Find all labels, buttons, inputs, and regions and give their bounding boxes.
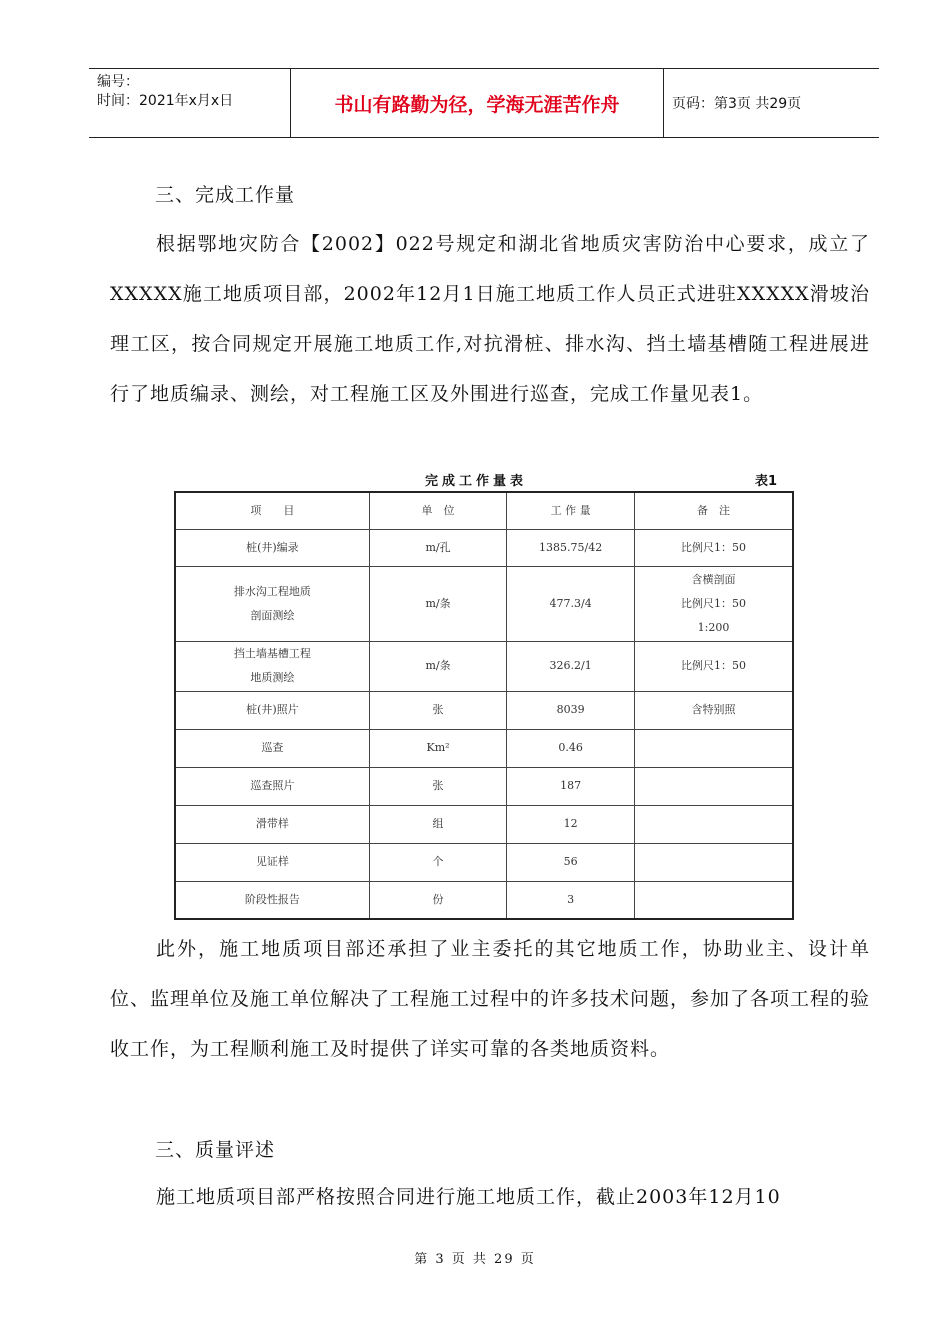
cell-quantity: 12 xyxy=(507,805,635,843)
header-meta xyxy=(97,73,233,111)
motto: 书山有路勤为径，学海无涯苦作舟 xyxy=(334,93,620,116)
cell-item xyxy=(175,843,369,881)
cell-unit: 份 xyxy=(369,881,507,919)
paragraph-other-work: 此外，施工地质项目部还承担了业主委托的其它地质工作，协助业主、设计单位、监理单位及施工单位解决了工程施工过程中的许多技术问题，参加了各项工程的验收工作，为工程顺利施工及时提供了详实可靠的各类地质资料。 xyxy=(110,938,871,1060)
cell-item-line: 见证样 xyxy=(255,855,289,868)
cell-unit: m/孔 xyxy=(369,529,507,566)
cell-item-line: 巡查 xyxy=(261,741,284,754)
table-caption: 完成工作量表 xyxy=(425,474,528,489)
cell-note-line: 比例尺1：50 xyxy=(681,596,746,610)
paragraph-workload: 根据鄂地灾防合【2002】022号规定和湖北省地质灾害防治中心要求，成立了XXXXX施工地质项目部，2002年12月1日施工地质工作人员正式进驻XXXXX滑坡治理工区，按合同规定开展施工地质工作,对抗滑桩、排水沟、挡土墙基槽随工程进展进行了地质编录、测绘，对工程施工区及外围进行巡查，完成工作量见表1。 xyxy=(110,233,870,405)
cell-item-line: 挡土墙基槽工程 xyxy=(233,647,311,660)
table-row xyxy=(175,691,793,729)
cell-quantity: 1385.75/42 xyxy=(507,529,635,566)
page-info: 页码：第3页 共29页 xyxy=(672,96,802,112)
cell-note xyxy=(635,729,793,767)
cell-note xyxy=(635,767,793,805)
section-heading-quality: 三、质量评述 xyxy=(155,1139,276,1161)
table-row xyxy=(175,729,793,767)
cell-item xyxy=(175,691,369,729)
cell-item xyxy=(175,729,369,767)
cell-note-line: 比例尺1：50 xyxy=(681,659,746,672)
table-row xyxy=(175,843,793,881)
cell-item-line: 桩(井)照片 xyxy=(246,703,299,716)
cell-note-line: 1:200 xyxy=(697,620,730,634)
cell-item xyxy=(175,881,369,919)
page-header xyxy=(89,68,879,138)
cell-note-line: 含特别照 xyxy=(691,703,736,716)
page-footer: 第 3 页 共 29 页 xyxy=(414,1252,536,1267)
cell-item-line: 滑带样 xyxy=(255,817,289,830)
cell-item xyxy=(175,805,369,843)
table-number: 表1 xyxy=(755,474,778,489)
column-header: 项 目 xyxy=(175,492,369,529)
cell-unit: m/条 xyxy=(369,641,507,691)
cell-note xyxy=(635,566,793,641)
column-header: 工 作 量 xyxy=(507,492,635,529)
workload-table xyxy=(174,491,794,920)
cell-unit: 张 xyxy=(369,691,507,729)
table-row xyxy=(175,641,793,691)
cell-item-line: 桩(井)编录 xyxy=(246,540,299,554)
cell-note-line: 比例尺1：50 xyxy=(681,540,746,554)
cell-quantity: 8039 xyxy=(507,691,635,729)
cell-note-line: 含横剖面 xyxy=(691,572,736,586)
cell-item-line: 巡查照片 xyxy=(250,779,295,792)
paragraph-quality: 施工地质项目部严格按照合同进行施工地质工作，截止2003年12月10 xyxy=(156,1186,781,1208)
cell-item-line: 剖面测绘 xyxy=(250,608,295,622)
cell-quantity: 187 xyxy=(507,767,635,805)
cell-unit: 张 xyxy=(369,767,507,805)
cell-unit: Km² xyxy=(369,729,507,767)
cell-unit: m/条 xyxy=(369,566,507,641)
number-label: 编号： xyxy=(97,74,139,90)
table-row xyxy=(175,529,793,566)
cell-item-line: 阶段性报告 xyxy=(244,892,300,906)
cell-unit: 组 xyxy=(369,805,507,843)
column-header: 单 位 xyxy=(369,492,507,529)
table-row xyxy=(175,767,793,805)
cell-item xyxy=(175,566,369,641)
cell-item-line: 排水沟工程地质 xyxy=(233,584,311,598)
column-header: 备 注 xyxy=(635,492,793,529)
cell-item xyxy=(175,529,369,566)
cell-quantity: 477.3/4 xyxy=(507,566,635,641)
header-divider xyxy=(290,69,291,137)
header-divider xyxy=(663,69,664,137)
cell-note xyxy=(635,881,793,919)
cell-note xyxy=(635,641,793,691)
section-heading-workload: 三、完成工作量 xyxy=(155,184,296,206)
cell-item xyxy=(175,767,369,805)
time-label: 时间：2021年x月x日 xyxy=(97,93,234,109)
cell-item xyxy=(175,641,369,691)
table-header-row xyxy=(175,492,793,529)
cell-quantity: 326.2/1 xyxy=(507,641,635,691)
cell-quantity: 56 xyxy=(507,843,635,881)
cell-unit: 个 xyxy=(369,843,507,881)
cell-note xyxy=(635,691,793,729)
table-row xyxy=(175,881,793,919)
cell-quantity: 3 xyxy=(507,881,635,919)
cell-quantity: 0.46 xyxy=(507,729,635,767)
cell-note xyxy=(635,805,793,843)
cell-item-line: 地质测绘 xyxy=(250,671,295,684)
cell-note xyxy=(635,843,793,881)
table-row xyxy=(175,566,793,641)
cell-note xyxy=(635,529,793,566)
table-row xyxy=(175,805,793,843)
